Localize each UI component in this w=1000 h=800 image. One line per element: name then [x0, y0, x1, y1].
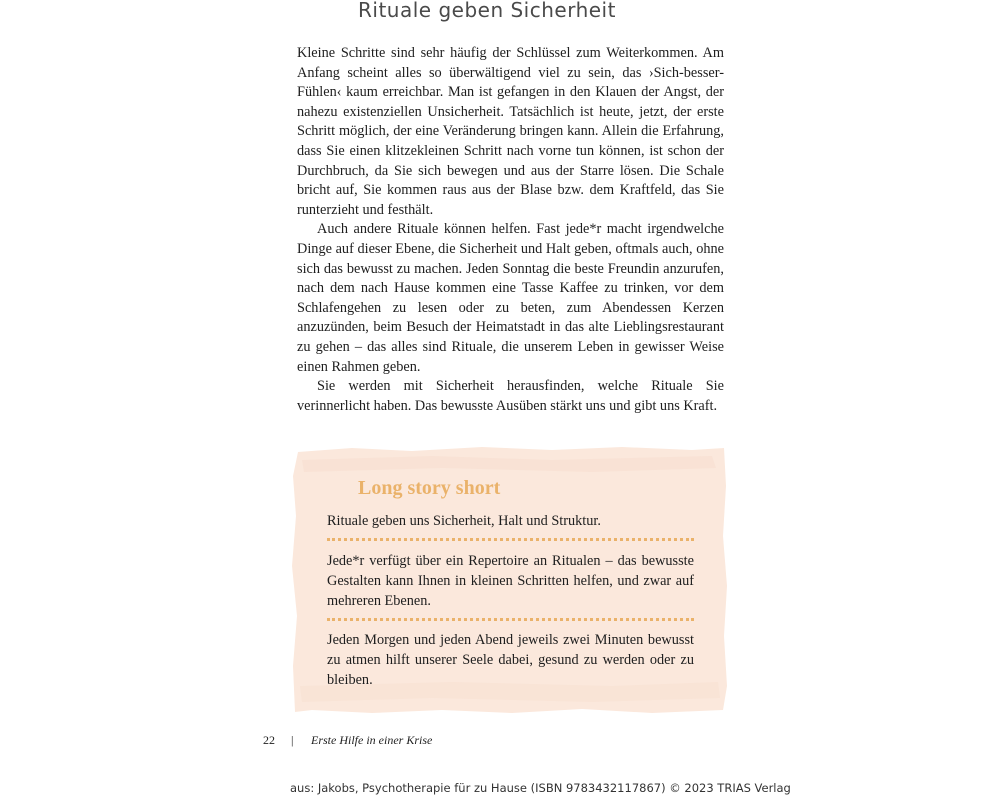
summary-box — [292, 446, 728, 714]
summary-item-3: Jeden Morgen und jeden Abend jeweils zwei Minuten bewusst zu atmen hilft unserer Seele dabei, gesund zu werden oder zu bleiben. — [327, 632, 694, 688]
book-title: Erste Hilfe in einer Krise — [311, 733, 433, 747]
summary-title: Long story short — [358, 477, 501, 499]
summary-item-2: Jede*r verfügt über ein Repertoire an Ritualen – das bewusste Gestalten kann Ihnen in kleinen Schritten helfen, und zwar auf mehreren Ebenen. — [327, 553, 694, 609]
footer-separator: | — [291, 733, 294, 747]
paragraph-1: Kleine Schritte sind sehr häufig der Schlüssel zum Weiterkommen. Am Anfang scheint alles so überwältigend viel zu sein, das ›Sich-besser-Fühlen‹ kaum erreichbar. Man ist gefangen in den Klauen der Angst, der nahezu existenziellen Unsicherheit. Tatsächlich ist heute, jetzt, der erste Schritt möglich, der eine Veränderung bringen kann. Allein die Erfahrung, dass Sie einen klitzekleinen Schritt nach vorne tun können, ist schon der Durchbruch, da Sie sich bewegen und aus der Starre lösen. Die Schale bricht auf, Sie kommen raus aus der Blase bzw. dem Kraftfeld, das Sie runterzieht und festhält. — [297, 45, 724, 218]
dotted-divider — [327, 618, 694, 621]
paragraph-3: Sie werden mit Sicherheit herausfinden, welche Rituale Sie verinnerlicht haben. Das bewusste Ausüben stärkt uns und gibt uns Kraft. — [297, 378, 724, 414]
body-text — [297, 44, 724, 416]
page-footer — [263, 733, 432, 748]
paragraph-2: Auch andere Rituale können helfen. Fast jede*r macht irgendwelche Dinge auf dieser Ebene, die Sicherheit und Halt geben, oftmals auch, ohne sich das bewusst zu machen. Jeden Sonntag die beste Freundin anzurufen, nach dem nach Hause kommen eine Tasse Kaffee zu trinken, vor dem Schlafengehen zu lesen oder zu beten, zum Abendessen Kerzen anzuzünden, beim Besuch der Heimatstadt in das alte Lieblingsrestaurant zu gehen – das alles sind Rituale, die unserem Leben in gewisser Weise einen Rahmen geben. — [297, 221, 724, 375]
summary-item-1: Rituale geben uns Sicherheit, Halt und Struktur. — [327, 513, 601, 529]
running-head: Rituale geben Sicherheit — [358, 0, 616, 22]
page-number: 22 — [263, 733, 275, 747]
dotted-divider — [327, 538, 694, 541]
source-line: aus: Jakobs, Psychotherapie für zu Hause (ISBN 9783432117867) © 2023 TRIAS Verlag — [290, 781, 791, 795]
